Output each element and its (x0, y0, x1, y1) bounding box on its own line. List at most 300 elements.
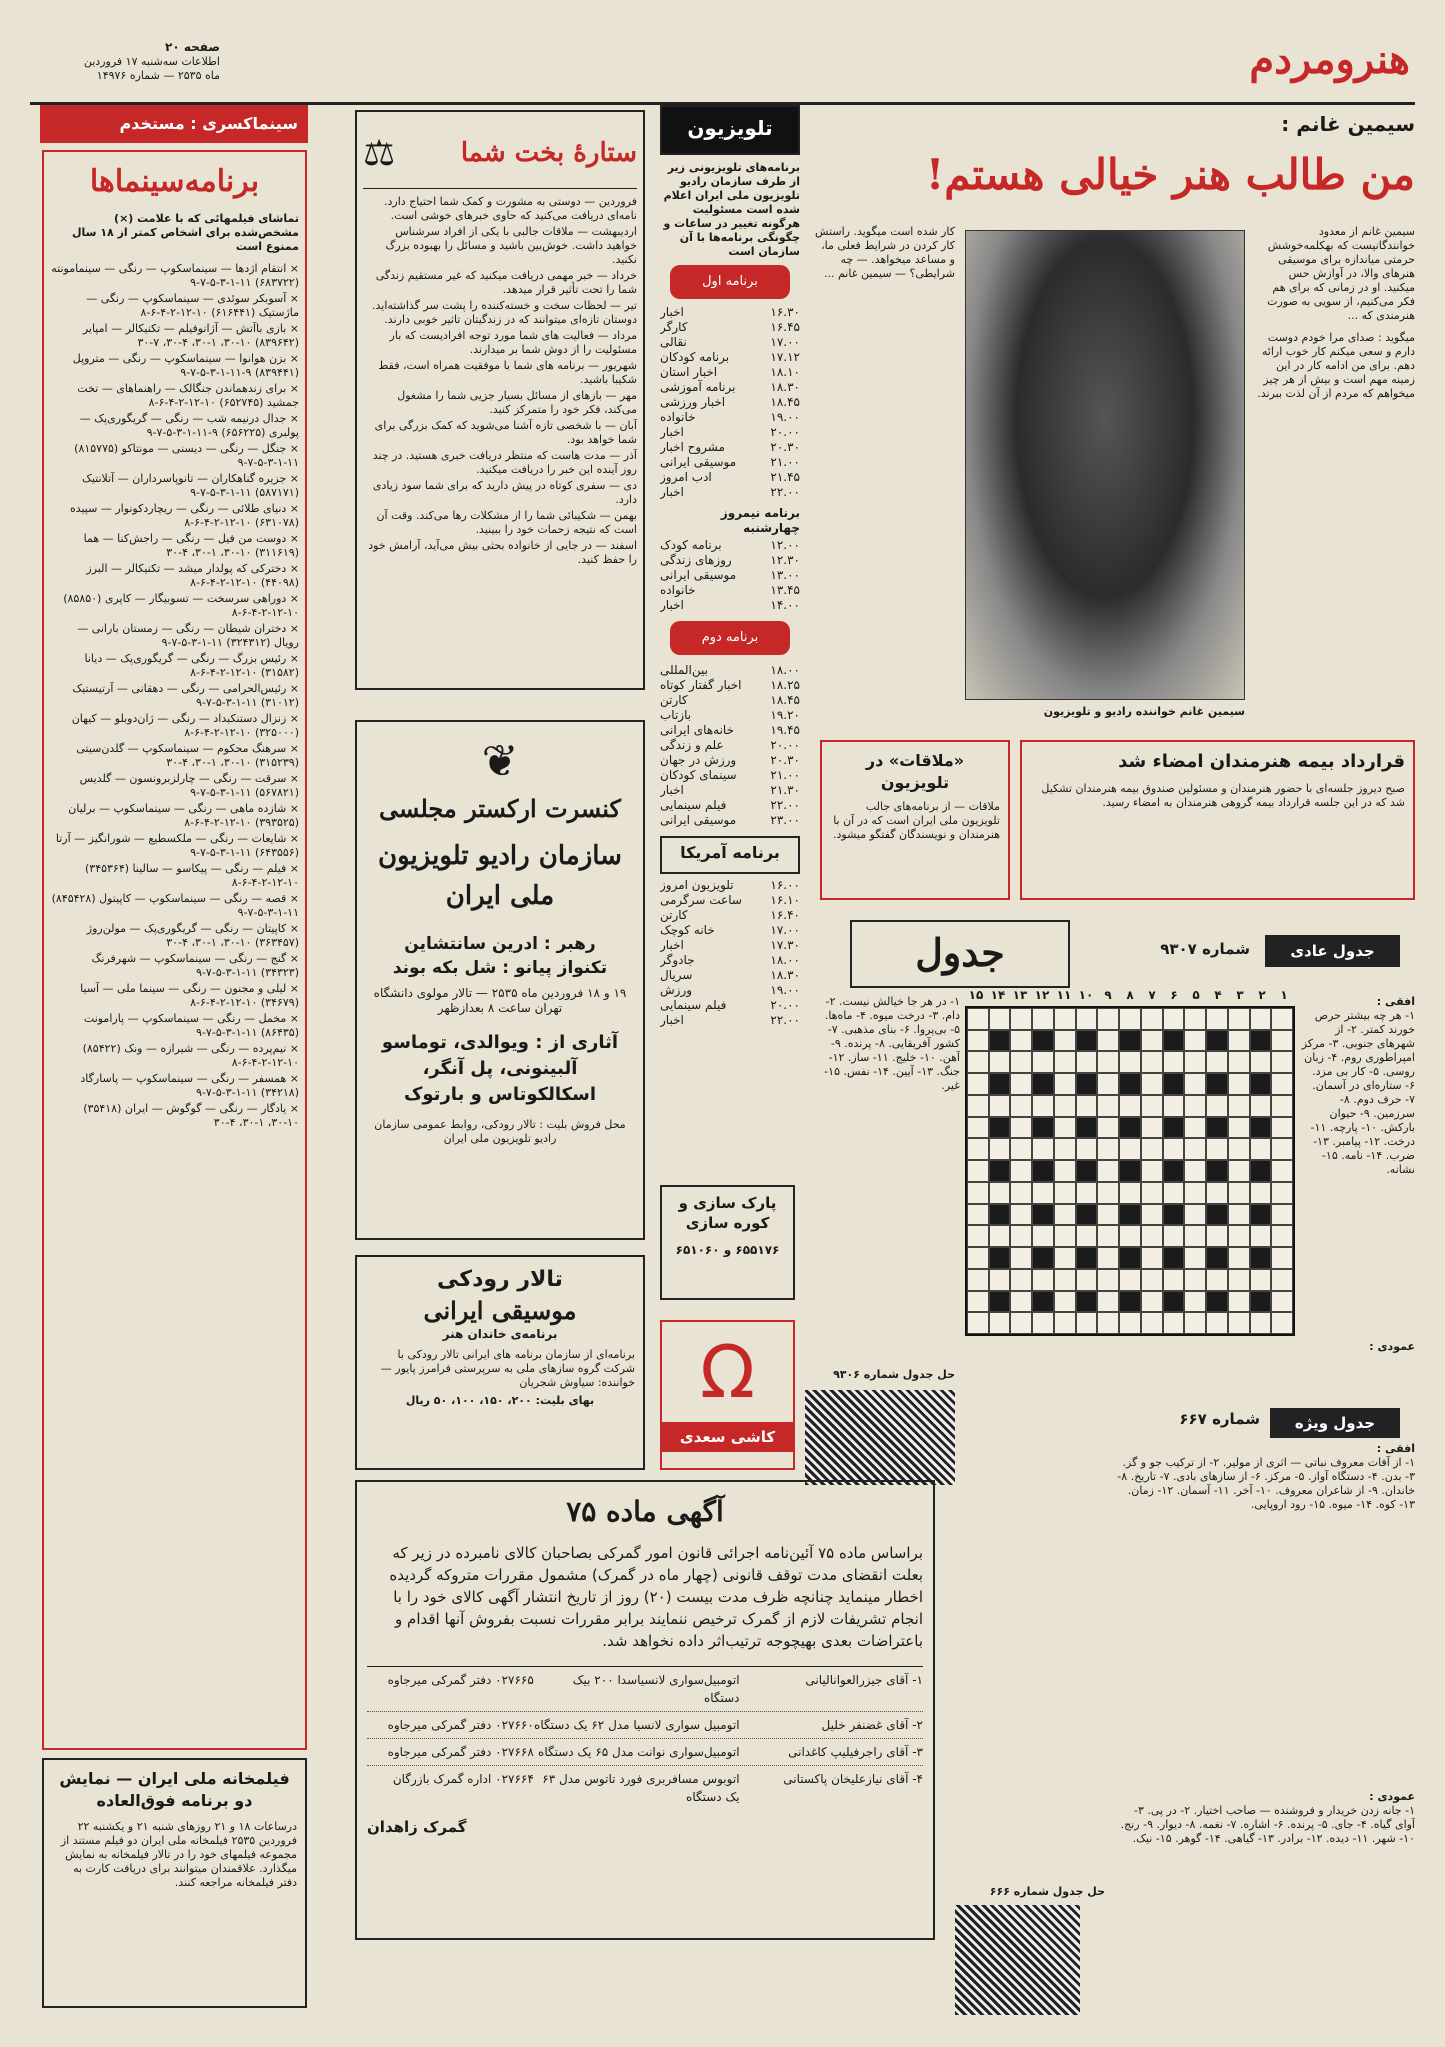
crossword-cell (1119, 1182, 1141, 1204)
crossword-cell (1184, 1269, 1206, 1291)
crossword-cell (1271, 1312, 1293, 1334)
concert-soloist: تکنواز پیانو : شل بکه بوند (392, 958, 608, 978)
crossword-cell (1228, 1182, 1250, 1204)
crossword-cell (1097, 1051, 1119, 1073)
crossword-cell (967, 1030, 989, 1052)
crossword-cell (1010, 1160, 1032, 1182)
crossword-cell (1228, 1095, 1250, 1117)
crossword-cell (1054, 1247, 1076, 1269)
notice-title: آگهی ماده ۷۵ (566, 1495, 724, 1528)
crossword-cell (1032, 1269, 1054, 1291)
crossword-cell (1076, 1247, 1098, 1269)
crossword-cell (1184, 1073, 1206, 1095)
crossword-cell (1163, 1291, 1185, 1313)
concert-org: سازمان رادیو تلویزیون ملی ایران (378, 841, 622, 911)
list-item: × همسفر — رنگی — سینماسکوپ — پاسارگاد (۳۴۲۱۸) ۱۱-۱-۳-۵-۷-۹ (80, 1072, 299, 1099)
crossword2-h-label: افقی : (1376, 1442, 1415, 1455)
crossword-cell (1228, 1247, 1250, 1269)
crossword-cell (1163, 1095, 1185, 1117)
insurance-box (1020, 740, 1415, 900)
table-row: ۱۸.۱۰ اخبار استان (660, 365, 800, 379)
crossword-cell (1054, 1138, 1076, 1160)
cinema-listings (50, 262, 299, 1130)
crossword-cell (1271, 1138, 1293, 1160)
crossword-cell (1184, 1182, 1206, 1204)
table-row: ۱۲.۰۰ برنامه کودک (660, 538, 800, 552)
crossword-cell (989, 1269, 1011, 1291)
crossword-cell (1010, 1182, 1032, 1204)
crossword-cell (1228, 1008, 1250, 1030)
crossword-cell (1032, 1312, 1054, 1334)
crossword-cell (1141, 1312, 1163, 1334)
crossword-cell (1076, 1160, 1098, 1182)
crossword-cell (1184, 1291, 1206, 1313)
table-row: ۱۶.۴۰ کارتن (660, 908, 800, 922)
crossword-cell (1206, 1008, 1228, 1030)
list-item: × قصه — رنگی — سینماسکوپ — کاپیتول (۸۴۵۴۲۸) ۱۱-۱-۳-۵-۷-۹ (51, 892, 299, 919)
crossword-cell (989, 1204, 1011, 1226)
crossword2-number: شماره ۶۶۷ (1179, 1410, 1260, 1428)
table-row: ۲۱.۴۵ ادب امروز (660, 470, 800, 484)
crossword-cell (1054, 1225, 1076, 1247)
concert-ad (355, 720, 645, 1240)
crossword-cell (1010, 1073, 1032, 1095)
crossword-cell (1076, 1030, 1098, 1052)
filmkhaneh-box (42, 1758, 307, 2008)
crossword-col-number: ۳ (1236, 988, 1244, 1002)
article-paragraph: میگوید : صدای مرا خودم دوست دارم و سعی میکنم کار خوب ارائه دهم. برای من ادامه کار در این زمینه مهم است و بیش از هر چیز میخواهم که مردم از آن لذت ببرند. (1257, 331, 1415, 400)
list-item: خرداد — خبر مهمی دریافت میکنید که غیر مستقیم زندگی شما را تحت تأثیر قرار میدهد. (375, 269, 637, 296)
table-row: ۱۶.۰۰ تلویزیون امروز (660, 878, 800, 892)
crossword-cell (1141, 1030, 1163, 1052)
crossword-cell (1141, 1182, 1163, 1204)
list-item: اسفند — در جایی از خانواده بحثی بیش می‌آید، آرامش خود را حفظ کنید. (368, 539, 637, 566)
crossword-cell (1206, 1225, 1228, 1247)
crossword-cell (1032, 1204, 1054, 1226)
singer-photo (965, 230, 1245, 700)
crossword-col-number: ۵ (1192, 988, 1200, 1002)
table-row: ۱۸.۳۰ سریال (660, 968, 800, 982)
notice-text: براساس ماده ۷۵ آئین‌نامه اجرائی قانون امور گمرکی بصاحبان کالای نامبرده در زیر که بعلت انقضای مدت توقف قانونی (چهار ماه در گمرک) مشمول مقررات متروکه گردیده اخطار مینماید چنانچه ظرف مدت بیست (۲۰) روز از تاریخ انتشار آگهی کالای خود را با انجام تشریفات لازم از گمرک ترخیص ننمایند برابر مقررات نسبت بفروش آنها اقدام و باعتراضات بعدی بهیچوجه ترتیب‌اثر داده نخواهد شد. (389, 1544, 923, 1650)
cinema-note: تماشای فیلمهائی که با علامت (×) مشخص‌شده برای اشخاص کمتر از ۱۸ سال ممنوع است (72, 212, 299, 253)
crossword-cell (1032, 1160, 1054, 1182)
crossword-cell (1097, 1204, 1119, 1226)
crossword-cell (1076, 1182, 1098, 1204)
crossword-cell (967, 1095, 989, 1117)
crossword-cell (1054, 1160, 1076, 1182)
crossword-cell (1271, 1204, 1293, 1226)
table-row: ۱۶.۳۰ اخبار (660, 305, 800, 319)
crossword-solution-label: حل جدول شماره ۹۳۰۶ (833, 1368, 955, 1381)
crossword-cell (1206, 1312, 1228, 1334)
table-row: ۲۱.۰۰ سینمای کودکان (660, 768, 800, 782)
meeting-box (820, 740, 1010, 900)
table-row: ۲۰.۰۰ اخبار (660, 425, 800, 439)
table-row: ۲۰.۳۰ مشروح اخبار (660, 440, 800, 454)
list-item: × رئیس‌الحرامی — رنگی — دهقانی — آرتیستیک (۳۱۰۱۲) ۱۱-۱-۳-۵-۷-۹ (72, 682, 299, 709)
table-row: ۴- آقای نیازعلیخان پاکستانی اتوبوس مسافربری فورد تاتوس مدل ۶۳ یک دستگاه ۰۲۷۶۶۴ اداره گمرک بازرگان (392, 1772, 923, 1804)
crossword-cell (1228, 1291, 1250, 1313)
crossword-col-number: ۱۳ (1012, 988, 1028, 1002)
crossword-col-number: ۱۴ (990, 988, 1006, 1002)
cinema-title: برنامه‌سینماها (89, 164, 260, 199)
crossword-cell (1054, 1073, 1076, 1095)
crossword-cell (1076, 1073, 1098, 1095)
crossword2-v-clues: ۱- جانه زدن خریدار و فروشنده — صاحب اختیار. ۲- در پی. ۳- آوای گیاه. ۴- جای. ۵- پرنده. ۶- اشاره. ۷- نغمه. ۸- دیوار. ۹- رنج. ۱۰- شهر. ۱۱- دیده. ۱۲- برادر. ۱۳- گیاهی. ۱۴- گوهر. ۱۵- نیک. (1120, 1804, 1415, 1845)
concert-conductor: رهبر : ادرین سانتشاین (404, 934, 596, 954)
crossword-cell (1076, 1051, 1098, 1073)
table-row: ۱۴.۰۰ اخبار (660, 598, 800, 612)
park-ad-phone: ۶۵۵۱۷۶ و ۶۵۱۰۶۰ (675, 1243, 780, 1257)
crossword-cell (1228, 1204, 1250, 1226)
table-row: ۲۰.۰۰ علم و زندگی (660, 738, 800, 752)
channel1-list (660, 305, 800, 500)
omega-logo-icon: Ω (699, 1330, 756, 1414)
crossword-cell (1119, 1051, 1141, 1073)
crossword-cell (1184, 1138, 1206, 1160)
crossword-cell (1054, 1008, 1076, 1030)
crossword-cell (1141, 1051, 1163, 1073)
crossword-cell (1076, 1117, 1098, 1139)
crossword-cell (1271, 1030, 1293, 1052)
customs-notice (355, 1480, 935, 1940)
crossword-cell (1228, 1117, 1250, 1139)
crossword-cell (1250, 1204, 1272, 1226)
crossword-cell (1010, 1291, 1032, 1313)
crossword-cell (1076, 1008, 1098, 1030)
crossword-cell (1097, 1160, 1119, 1182)
crossword-cell (1010, 1008, 1032, 1030)
crossword-v-label: عمودی : (1369, 1340, 1415, 1353)
crossword-cell (1054, 1117, 1076, 1139)
list-item: بهمن — شکیبائی شما را از مشکلات رها می‌کند. وقت آن است که نتیجه زحمات خود را ببینید. (376, 509, 637, 536)
channel2-list (660, 663, 800, 828)
table-row: ۲۲.۰۰ فیلم سینمایی (660, 798, 800, 812)
article-kicker: سیمین غانم : (1281, 112, 1415, 136)
rudaki-ad (355, 1255, 645, 1470)
crossword-cell (1206, 1051, 1228, 1073)
crossword-cell (1250, 1117, 1272, 1139)
crossword-col-number: ۱۱ (1056, 988, 1072, 1002)
crossword-cell (1119, 1225, 1141, 1247)
list-item: × مخمل — رنگی — سینماسکوپ — پارامونت (۸۶۴۳۵) ۱۱-۱-۳-۵-۷-۹ (83, 1012, 299, 1039)
crossword-cell (989, 1051, 1011, 1073)
crossword-col-number: ۸ (1126, 988, 1134, 1002)
crossword-cell (1119, 1291, 1141, 1313)
crossword-cell (1119, 1073, 1141, 1095)
crossword-cell (1054, 1051, 1076, 1073)
crossword-cell (1228, 1160, 1250, 1182)
list-item: × فیلم — رنگی — پیکاسو — سالینا (۳۴۵۳۶۴) ۱۰-۱۲-۲-۴-۶-۸ (84, 862, 299, 889)
crossword-cell (1271, 1117, 1293, 1139)
crossword-cell (1163, 1247, 1185, 1269)
crossword-cell (967, 1138, 989, 1160)
list-item: × لیلی و مجنون — رنگی — سینما ملی — آسیا (۳۴۶۷۹) ۱۰-۱۲-۲-۴-۶-۸ (80, 982, 299, 1009)
crossword-cell (1097, 1247, 1119, 1269)
crossword-cell (1250, 1225, 1272, 1247)
crossword-cell (1076, 1291, 1098, 1313)
list-item: مرداد — فعالیت های شما مورد توجه افرادیست که بار مسئولیت را از دوش شما بر میدارند. (389, 329, 637, 356)
article-paragraph: سیمین غانم از معدود خوانندگانیست که بهکلمه‌خوشش حرمتی میاندازه برای موسیقی هنرهای والا، در آوازش حس میکنید. او در زمانی که برای هم فکر می‌کنیم، از سویی به صورت هنرمندی که ... (1267, 225, 1415, 322)
crossword-cell (1010, 1312, 1032, 1334)
crossword-col-number: ۱۲ (1034, 988, 1050, 1002)
page-info (40, 40, 220, 100)
crossword-cell (1271, 1095, 1293, 1117)
crossword2-v-label: عمودی : (1369, 1790, 1415, 1803)
crossword-cell (1184, 1204, 1206, 1226)
table-row: ۱۷.۰۰ خانه کوچک (660, 923, 800, 937)
crossword-cell (1206, 1073, 1228, 1095)
table-row: ۱۶.۱۰ ساعت سرگرمی (660, 893, 800, 907)
notice-table (367, 1666, 923, 1810)
crossword-cell (1119, 1008, 1141, 1030)
list-item: تیر — لحظات سخت و خسته‌کننده را پشت سر گذاشته‌اید. دوستان تازه‌ای میتوانند که در زندگیتان تاثیر خوبی دارند. (372, 299, 637, 326)
crossword-cell (1097, 1117, 1119, 1139)
crossword-cell (1054, 1095, 1076, 1117)
crossword-cell (989, 1117, 1011, 1139)
crossword-cell (1271, 1247, 1293, 1269)
notice-signature: گمرک زاهدان (367, 1818, 467, 1836)
crossword2-solution-grid (955, 1905, 1080, 2015)
rudaki-subtitle: موسیقی ایرانی (423, 1296, 577, 1325)
list-item: × دوراهی سرسخت — تسوبیگار — کاپری (۸۵۸۵۰) ۱۰-۱۲-۲-۴-۶-۸ (63, 592, 299, 619)
crossword-col-number: ۴ (1214, 988, 1222, 1002)
crossword-cell (1054, 1204, 1076, 1226)
crossword-cell (967, 1073, 989, 1095)
america-list (660, 878, 800, 1028)
crossword-cell (1032, 1291, 1054, 1313)
crossword-cell (1206, 1160, 1228, 1182)
crossword-col-number: ۲ (1258, 988, 1266, 1002)
crossword-cell (1250, 1073, 1272, 1095)
list-item: شهریور — برنامه های شما با موفقیت همراه است، فقط شکیبا باشید. (378, 359, 637, 386)
insurance-title: قرارداد بیمه هنرمندان امضاء شد (1118, 751, 1405, 772)
issue-line: ماه ۲۵۳۵ — شماره ۱۴۹۷۶ (96, 69, 220, 82)
crossword-cell (1206, 1095, 1228, 1117)
crossword-cell (1097, 1008, 1119, 1030)
table-row: ۱۸.۴۵ اخبار ورزشی (660, 395, 800, 409)
crossword-cell (1163, 1073, 1185, 1095)
crossword-cell (1032, 1095, 1054, 1117)
crossword-cell (1163, 1117, 1185, 1139)
crossword-cell (989, 1138, 1011, 1160)
crossword-cell (1076, 1204, 1098, 1226)
table-row: ۲- آقای غضنفر خلیل اتومبیل سواری لانسیا مدل ۶۲ یک دستگاه ۰۲۷۶۶۰ دفتر گمرکی میرجاوه (367, 1712, 923, 1739)
list-item: × نیم‌پرده — رنگی — شیرازه — ونک (۸۵۴۲۲) ۱۰-۱۲-۲-۴-۶-۸ (82, 1042, 299, 1069)
crossword-cell (1032, 1008, 1054, 1030)
crossword-cell (1184, 1160, 1206, 1182)
crossword-cell (1271, 1182, 1293, 1204)
table-row: ۲۲.۰۰ اخبار (660, 485, 800, 499)
table-row: ۱۷.۱۲ برنامه کودکان (660, 350, 800, 364)
crossword-cell (1010, 1138, 1032, 1160)
meeting-title: «ملاقات» در تلویزیون (865, 751, 965, 792)
concert-works: آثاری از : ویوالدی، توماسو آلبینونی، پل آنگر، اسکالکوتاس و بارتوک (381, 1032, 619, 1105)
crossword-cell (1250, 1138, 1272, 1160)
crossword-cell (1097, 1138, 1119, 1160)
list-item: × جنگل — رنگی — دیسنی — مونتاکو (۸۱۵۷۷۵) ۱۱-۱-۳-۵-۷-۹ (74, 442, 299, 469)
meeting-text: ملاقات — از برنامه‌های جالب تلویزیون ملی ایران است که در آن با هنرمندان و نویسندگان گفتگو میشود. (833, 800, 1000, 841)
table-row: ۲۰.۰۰ فیلم سینمایی (660, 998, 800, 1012)
table-row: ۲۲.۰۰ اخبار (660, 1013, 800, 1027)
table-row: ۱۲.۳۰ روزهای زندگی (660, 553, 800, 567)
crossword-cell (989, 1182, 1011, 1204)
crossword-cell (967, 1247, 989, 1269)
crossword-cell (1271, 1051, 1293, 1073)
crossword-col-number: ۱۵ (968, 988, 984, 1002)
list-item: دی — سفری کوتاه در پیش دارید که برای شما سود زیادی دارد. (372, 479, 637, 506)
crossword-cell (1141, 1269, 1163, 1291)
list-item: آذر — مدت هاست که منتظر دریافت خبری هستید. در چند روز آینده این خبر را دریافت میکنید. (372, 449, 637, 476)
crossword-cell (1032, 1247, 1054, 1269)
crossword-cell (1032, 1182, 1054, 1204)
crossword-col-number: ۱۰ (1078, 988, 1094, 1002)
crossword-cell (1250, 1269, 1272, 1291)
list-item: × زنزال دستنکبداد — رنگی — ژان‌دوبلو — کیهان (۳۲۵۰۰۰) ۱۰-۱۲-۲-۴-۶-۸ (71, 712, 299, 739)
crossword-cell (1271, 1225, 1293, 1247)
crossword-cell (1163, 1138, 1185, 1160)
list-item: × جدال درنیمه شب — رنگی — گریگوری‌پک — پولبری (۶۵۶۲۲۵) ۹-۱۱-۱-۳-۵-۷-۹ (79, 412, 299, 439)
crossword-cell (967, 1269, 989, 1291)
rudaki-text: برنامه‌ای از سازمان برنامه های ایرانی تالار رودکی با شرکت گروه سازهای ملی به سرپرستی فرامرز پایور — خواننده: سیاوش شجریان (380, 1348, 635, 1389)
crossword-cell (1184, 1008, 1206, 1030)
list-item: × برای زندهماندن جنگالک — راهنماهای — تخت جمشید (۶۵۲۷۴۵) ۱۰-۱۲-۲-۴-۶-۸ (77, 382, 299, 409)
crossword-cell (1206, 1204, 1228, 1226)
crossword-number: شماره ۹۳۰۷ (1160, 940, 1250, 958)
crossword-cell (1054, 1269, 1076, 1291)
tv-section (660, 105, 800, 1365)
crossword-badge: جدول عادی (1265, 935, 1400, 967)
crossword-cell (1271, 1291, 1293, 1313)
crossword-cell (1228, 1030, 1250, 1052)
crossword-grid (965, 1006, 1295, 1336)
crossword-cell (1097, 1182, 1119, 1204)
crossword-cell (1010, 1095, 1032, 1117)
crossword-cell (989, 1225, 1011, 1247)
crossword-title: جدول (850, 920, 1070, 988)
crossword-cell (1271, 1160, 1293, 1182)
crossword-cell (1228, 1073, 1250, 1095)
crossword-cell (989, 1008, 1011, 1030)
crossword2-h-clues: ۱- از آفات معروف نباتی — اثری از مولیر. ۲- از ترکیب جو و گز. ۳- بدن. ۴- دستگاه آواز. ۵- مرکز. ۶- از سازهای بادی. ۷- تاریخ. ۸- خاندان. ۹- از شاعران معروف. ۱۰- آخر. ۱۱- آسمان. ۱۲- زمان. ۱۳- کوه. ۱۴- میوه. ۱۵- رود اروپایی. (1117, 1456, 1415, 1511)
crossword-cell (1097, 1291, 1119, 1313)
concert-tickets: محل فروش بلیت : تالار رودکی، روابط عمومی سازمان رادیو تلویزیون ملی ایران (374, 1118, 626, 1145)
crossword-cell (1141, 1008, 1163, 1030)
list-item: × سرهنگ محکوم — سینماسکوپ — گلدن‌سیتی (۳۱۵۲۳۹) ۱۰-۳۰، ۱-۳۰، ۴-۳۰ (76, 742, 299, 769)
rudaki-tickets: بهای بلیت: ۲۰۰، ۱۵۰، ۱۰۰، ۵۰ ریال (405, 1394, 595, 1407)
crossword-cell (1119, 1247, 1141, 1269)
channel1-badge: برنامه اول (670, 265, 790, 299)
crossword-cell (1076, 1225, 1098, 1247)
crossword-cell (1010, 1204, 1032, 1226)
crossword-cell (1228, 1312, 1250, 1334)
crossword-cell (1250, 1182, 1272, 1204)
table-row: ۳- آقای راجرفیلیپ کاغدانی اتومبیل‌سواری نوانت مدل ۶۵ یک دستگاه ۰۲۷۶۶۸ دفتر گمرکی میرجاوه (367, 1739, 923, 1766)
crossword-cell (967, 1204, 989, 1226)
list-item: × گنج — رنگی — سینماسکوپ — شهرفرنگ (۳۴۳۲۳) ۱۱-۱-۳-۵-۷-۹ (91, 952, 299, 979)
crossword2-solution-label: حل جدول شماره ۶۶۶ (989, 1885, 1105, 1898)
crossword-vertical-left (820, 995, 960, 1335)
crossword-cell (1206, 1269, 1228, 1291)
america-title: برنامه آمریکا (660, 836, 800, 874)
crossword-cell (1119, 1160, 1141, 1182)
crossword-cell (1163, 1204, 1185, 1226)
table-row: ۲۱.۳۰ اخبار (660, 783, 800, 797)
list-item: × دختران شیطان — رنگی — زمستان بارانی — رویال (۳۲۴۳۱۲) ۱۱-۱-۳-۵-۷-۹ (77, 622, 299, 649)
crossword-cell (1163, 1008, 1185, 1030)
crossword-cell (1184, 1095, 1206, 1117)
table-row: ۱۷.۰۰ نقالی (660, 335, 800, 349)
crossword-cell (1032, 1073, 1054, 1095)
list-item: × انتقام اژدها — سینماسکوپ — رنگی — سینمامونته (۶۸۳۷۲۲) ۱۱-۱-۳-۵-۷-۹ (51, 262, 299, 289)
crossword-cell (1141, 1160, 1163, 1182)
crossword-cell (967, 1182, 989, 1204)
list-item: × شازده ماهی — رنگی — سینماسکوپ — برلیان (۳۹۳۵۲۵) ۱۰-۱۲-۲-۴-۶-۸ (68, 802, 299, 829)
list-item: × بازی باآتش — آژانوفیلم — تکنیکالر — امپایر (۸۳۹۶۴۲) ۱۰-۳۰، ۱-۳۰، ۴-۳۰، ۷-۳۰ (82, 322, 299, 349)
crossword-col-number: ۱ (1280, 988, 1288, 1002)
crossword-cell (1032, 1117, 1054, 1139)
crossword-col-number: ۶ (1170, 988, 1178, 1002)
table-row: ۱۸.۴۵ کارتن (660, 693, 800, 707)
table-row: ۱۳.۴۵ خانواده (660, 583, 800, 597)
crossword-cell (1206, 1117, 1228, 1139)
section-logo: هنرومردم (1249, 36, 1410, 83)
table-row: ۱۶.۴۵ کارگر (660, 320, 800, 334)
table-row: ۱۹.۴۵ خانه‌های ایرانی (660, 723, 800, 737)
crossword-cell (1054, 1291, 1076, 1313)
crossword-cell (989, 1291, 1011, 1313)
crossword-cell (1271, 1269, 1293, 1291)
rudaki-title: تالار رودکی (437, 1267, 563, 1292)
crossword-cell (1010, 1247, 1032, 1269)
horoscope-list (363, 195, 637, 567)
list-item: × آسوبکر سوئدی — سینماسکوپ — رنگی — ماژستیک (۶۱۶۴۴۱) ۱۰-۱۲-۲-۴-۶-۸ (86, 292, 299, 319)
concert-datetime: ۱۹ و ۱۸ فروردین ماه ۲۵۳۵ — تالار مولوی دانشگاه تهران ساعت ۸ بعدازظهر (373, 986, 627, 1015)
crossword-cell (1097, 1225, 1119, 1247)
crossword-cell (1250, 1095, 1272, 1117)
crossword-cell (989, 1160, 1011, 1182)
list-item: اردیبهشت — ملاقات جالبی با یکی از افراد سرشناس خواهید داشت. خوش‌بین باشید و مسائل را بهبوده بزرگ نکنید. (385, 225, 637, 266)
table-row: ۱۹.۲۰ بازتاب (660, 708, 800, 722)
list-item: × شایعات — رنگی — ملکسطیع — شورانگیز — آرتا (۶۴۳۵۵۶) ۱۱-۱-۳-۵-۷-۹ (55, 832, 299, 859)
crossword-cell (1206, 1291, 1228, 1313)
crossword-cell (1097, 1269, 1119, 1291)
crossword-cell (1097, 1073, 1119, 1095)
table-row: ۱۸.۲۵ اخبار گفتار کوتاه (660, 678, 800, 692)
list-item: × دوست من فیل — رنگی — راجش‌کنا — هما (۳۱۱۶۱۹) ۱۰-۳۰، ۱-۳۰، ۴-۳۰ (83, 532, 299, 559)
crossword-cell (1010, 1117, 1032, 1139)
crossword-cell (967, 1312, 989, 1334)
list-item: فروردین — دوستی به مشورت و کمک شما احتیاج دارد. نامه‌ای دریافت می‌کنید که حاوی خبرهای خوشی است. (384, 195, 637, 222)
filmkhaneh-text: درساعات ۱۸ و ۲۱ روزهای شنبه ۲۱ و یکشنبه ۲۲ فروردین ۲۵۳۵ فیلمخانه ملی ایران دو فیلم مستند از مجموعه فیلمهای خود را در تالار فیلمخانه به نمایش میگذارد. علاقمندان میتوانند برای دریافت کارت به دفتر فیلمخانه مراجعه کنند. (60, 1820, 297, 1889)
crossword2-horizontal (1115, 1442, 1415, 1772)
crossword-col-number: ۷ (1148, 988, 1156, 1002)
article-column-right (1255, 225, 1415, 725)
kashi-ad (660, 1320, 795, 1470)
table-row: ۱۸.۰۰ جادوگر (660, 953, 800, 967)
crossword-cell (989, 1247, 1011, 1269)
horoscope-title: ستارهٔ بخت شما (460, 138, 637, 168)
list-item: × جزیره گناهکاران — تانوپاسرداران — آتلانتیک (۵۸۷۱۷۱) ۱۱-۱-۳-۵-۷-۹ (81, 472, 299, 499)
crossword-cell (1141, 1225, 1163, 1247)
crossword-cell (1010, 1225, 1032, 1247)
list-item: × بزن هوانوا — سینماسکوپ — رنگی — متروپل (۸۳۹۴۴۱) ۹-۱۱-۱-۳-۵-۷-۹ (72, 352, 299, 379)
crossword-cell (1119, 1030, 1141, 1052)
crossword-cell (1250, 1160, 1272, 1182)
date-line: اطلاعات سه‌شنبه ۱۷ فروردین (83, 55, 220, 68)
crossword-cell (1141, 1291, 1163, 1313)
table-row: ۱۸.۳۰ برنامه آموزشی (660, 380, 800, 394)
